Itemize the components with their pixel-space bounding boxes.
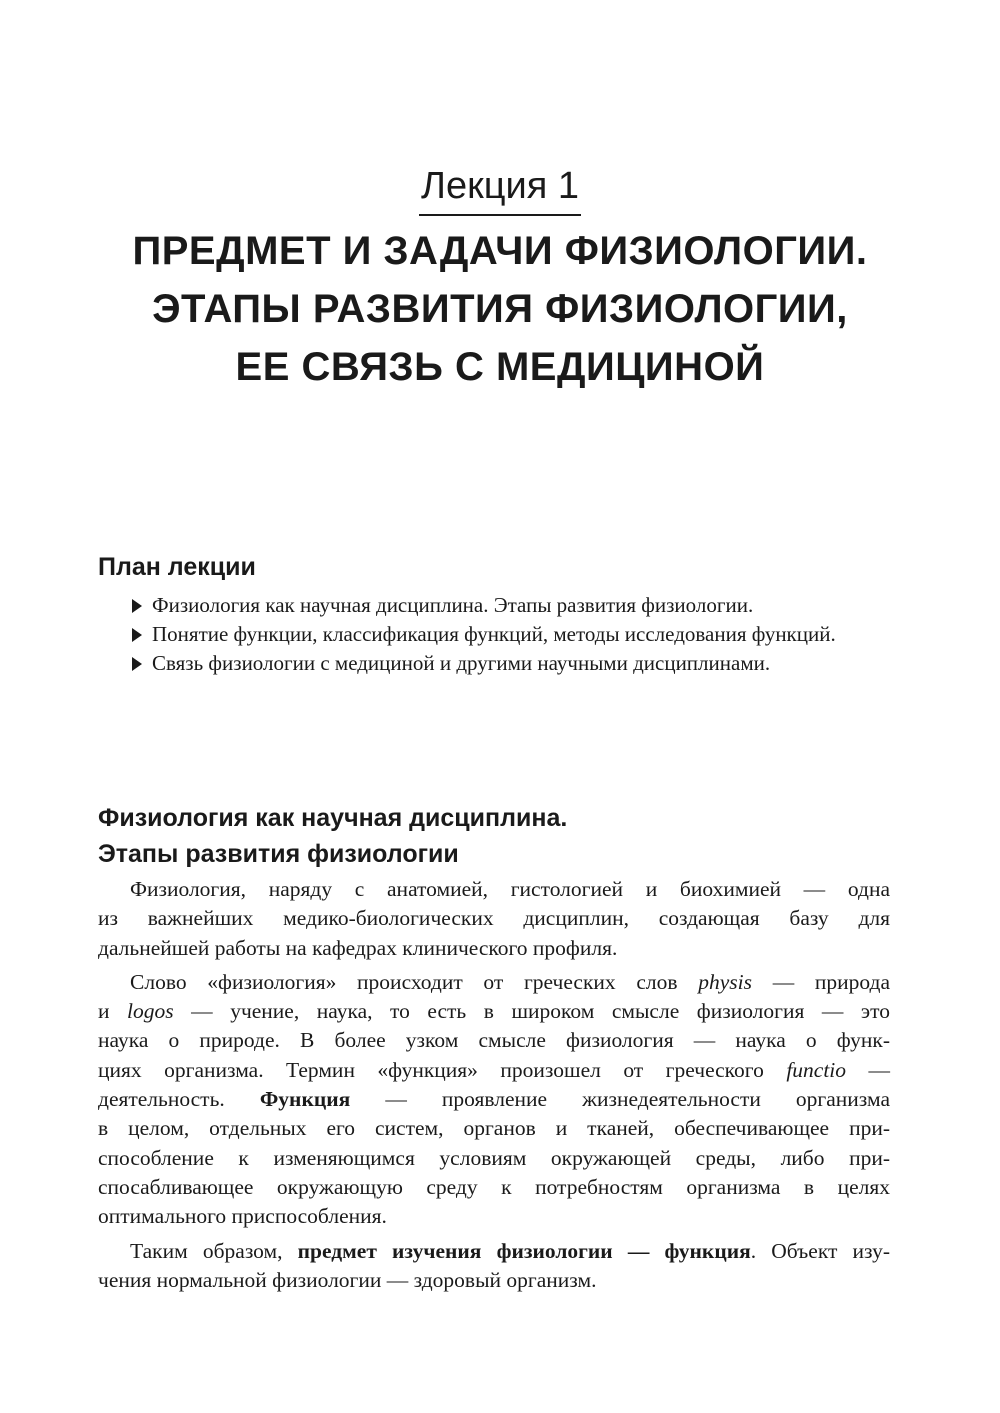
triangle-bullet-icon <box>132 657 142 671</box>
plan-item-text: Физиология как научная дисциплина. Этапы развития физиологии. <box>152 593 754 617</box>
plan-heading: План лекции <box>98 553 256 581</box>
text-line: оптимального приспособления. <box>98 1204 387 1229</box>
text-line: Таким образом, предмет изучения физиологии — функция. Объект изу- <box>130 1238 890 1263</box>
text-line: и logos — учение, наука, то есть в широком смысле физиология — это <box>98 999 890 1024</box>
section-heading <box>98 800 567 872</box>
paragraph-3 <box>98 1237 890 1296</box>
paragraph-2 <box>98 968 890 1232</box>
text-line: дальнейшей работы на кафедрах клинического профиля. <box>98 935 618 960</box>
section-heading-line: Этапы развития физиологии <box>98 840 459 868</box>
text-line: в целом, отдельных его систем, органов и тканей, обеспечивающее при- <box>98 1116 890 1141</box>
plan-item <box>130 592 890 619</box>
plan-item-text: Понятие функции, классификация функций, методы исследования функций. <box>152 622 836 646</box>
term-italic: functio <box>786 1057 847 1082</box>
lecture-label <box>0 160 1000 216</box>
plan-item-text: Связь физиологии с медициной и другими научными дисциплинами. <box>152 651 771 675</box>
term-bold: Функция <box>259 1087 351 1112</box>
plan-item <box>130 650 890 677</box>
lecture-title <box>60 222 940 396</box>
text-line: деятельность. Функция — проявление жизнедеятельности организма <box>98 1087 890 1112</box>
triangle-bullet-icon <box>132 628 142 642</box>
text-line: способление к изменяющимся условиям окружающей среды, либо при- <box>98 1145 890 1170</box>
text-line: чения нормальной физиологии — здоровый организм. <box>98 1267 597 1292</box>
text-line: Физиология, наряду с анатомией, гистологией и биохимией — одна <box>130 877 890 901</box>
text-line: наука о природе. В более узком смысле физиология — наука о функ- <box>98 1028 890 1053</box>
text-line: циях организма. Термин «функция» произошел от греческого functio — <box>98 1057 891 1082</box>
paragraph-1 <box>98 875 890 963</box>
plan-item <box>130 621 890 648</box>
lecture-number: Лекция 1 <box>419 160 581 216</box>
lecture-title-line: ЭТАПЫ РАЗВИТИЯ ФИЗИОЛОГИИ, <box>152 287 848 331</box>
section-heading-line: Физиология как научная дисциплина. <box>98 804 568 832</box>
plan-list <box>130 592 890 679</box>
term-italic: physis <box>698 969 752 994</box>
term-bold: предмет изучения физиологии — функция <box>297 1238 751 1263</box>
text-line: спосабливающее окружающую среду к потребностям организма в целях <box>98 1174 890 1199</box>
text-line: из важнейших медико-биологических дисциплин, создающая базу для <box>98 906 890 931</box>
lecture-title-line: ЕЕ СВЯЗЬ С МЕДИЦИНОЙ <box>235 345 765 389</box>
body-text <box>98 875 890 1300</box>
term-italic: logos <box>127 999 174 1024</box>
lecture-title-line: ПРЕДМЕТ И ЗАДАЧИ ФИЗИОЛОГИИ. <box>132 229 868 273</box>
triangle-bullet-icon <box>132 599 142 613</box>
text-line: Слово «физиология» происходит от греческих слов physis — природа <box>130 969 891 994</box>
